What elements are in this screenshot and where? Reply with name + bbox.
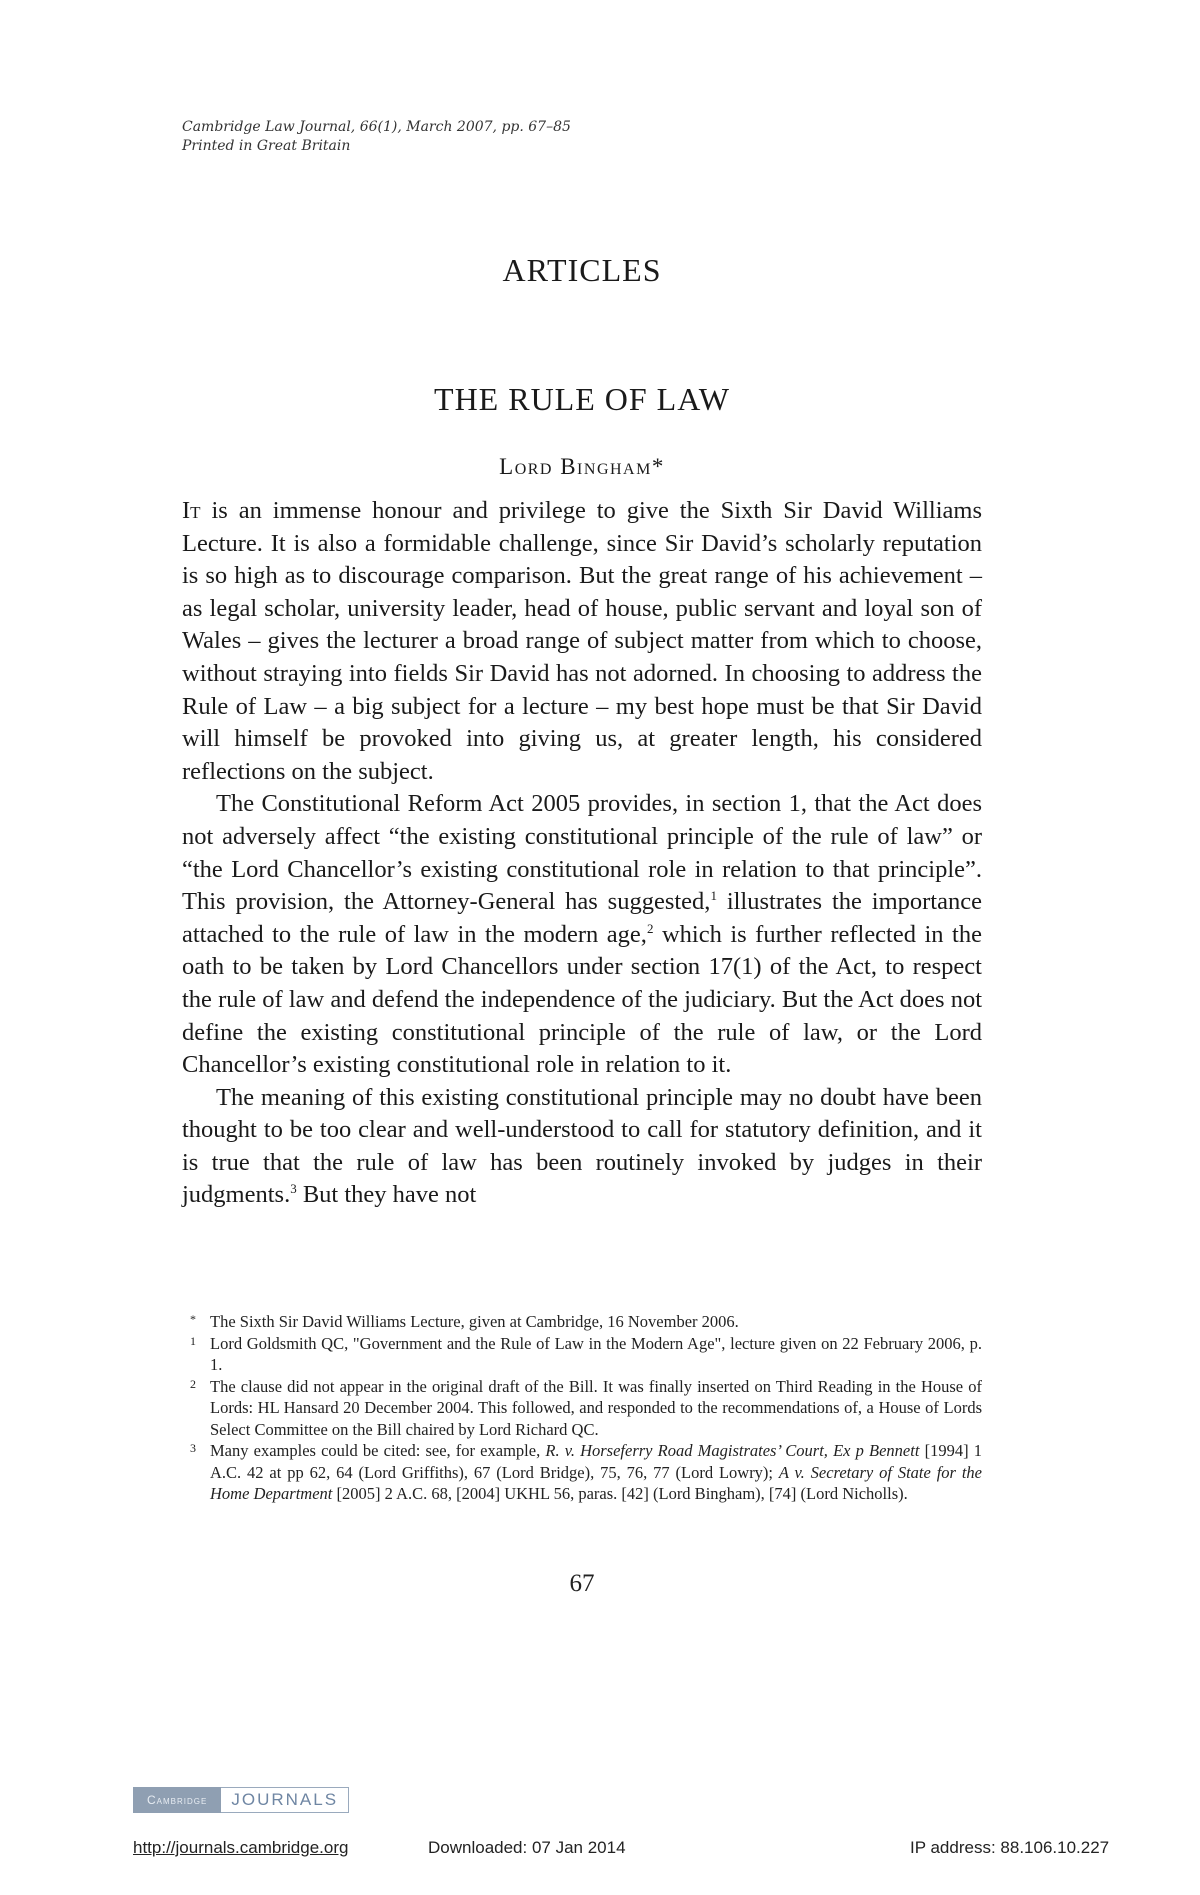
footnote-3-mark: 3 <box>190 1441 196 1455</box>
footnote-ref-3[interactable]: 3 <box>290 1181 297 1197</box>
article-body <box>182 495 982 1212</box>
footnote-ref-2[interactable]: 2 <box>646 920 654 936</box>
journal-citation: Cambridge Law Journal, 66(1), March 2007, pp. 67–85 <box>182 119 571 135</box>
footnote-1 <box>190 1333 982 1376</box>
section-heading: ARTICLES <box>502 252 662 288</box>
footnote-3-case-1: R. v. Horseferry Road Magistrates’ Court, Ex p Bennett <box>545 1441 920 1460</box>
footnote-3 <box>190 1440 982 1505</box>
logo-cambridge: Cambridge <box>133 1787 221 1813</box>
footnote-3-text-c: [2005] 2 A.C. 68, [2004] UKHL 56, paras. [42] (Lord Bingham), [74] (Lord Nicholls). <box>332 1484 908 1503</box>
footnote-ref-1[interactable]: 1 <box>710 887 717 903</box>
paragraph-2-text-a: The Constitutional Reform Act 2005 provides, in section 1, that the Act does not adversely affect “the existing constitutional principle of the rule of law” or “the Lord Chancellor’s existing constitutional role in relation to that principle”. This provision, the Attorney-General has suggested, <box>182 790 982 916</box>
paragraph-3-text-a: The meaning of this existing constitutional principle may no doubt have been thought to be too clear and well-understood to call for statutory definition, and it is true that the rule of law has been routinely invoked by judges in their judgments. <box>182 1083 982 1209</box>
page-number: 67 <box>569 1570 595 1597</box>
cambridge-journals-logo[interactable] <box>133 1787 349 1813</box>
journals-link[interactable]: http://journals.cambridge.org <box>133 1838 349 1857</box>
footnote-1-mark: 1 <box>190 1333 196 1348</box>
paragraph-3 <box>182 1082 982 1212</box>
article-title: THE RULE OF LAW <box>434 381 730 417</box>
ip-address: IP address: 88.106.10.227 <box>910 1838 1110 1857</box>
paragraph-3-text-b: But they have not <box>296 1181 477 1209</box>
paragraph-2-text-c: which is further reflected in the oath to be taken by Lord Chancellors under section 17(1) of the Act, to respect the rule of law and defend the independence of the judiciary. But the Act does not define the existing constitutional principle of the rule of law, or the Lord Chancellor’s existing constitutional role in relation to it. <box>182 920 982 1079</box>
footnotes <box>190 1311 982 1505</box>
footnote-3-text-a: Many examples could be cited: see, for example, <box>210 1441 546 1460</box>
footnote-3-case-2: A v. Secretary of State for the Home Department <box>210 1462 982 1503</box>
logo-journals: JOURNALS <box>221 1787 349 1813</box>
footnote-3-text-b: [1994] 1 A.C. 42 at pp 62, 64 (Lord Griffiths), 67 (Lord Bridge), 75, 76, 77 (Lord Lowry); <box>210 1441 982 1482</box>
paragraph-2-text-b: illustrates the importance attached to the rule of law in the modern age, <box>182 888 982 948</box>
paragraph-2 <box>182 788 982 1081</box>
footnote-2-mark: 2 <box>190 1376 196 1391</box>
footnote-2-text: The clause did not appear in the original draft of the Bill. It was finally inserted on Third Reading in the House of Lords: HL Hansard 20 December 2004. This followed, and responded to the recommendations of, a House of Lords Select Committee on the Bill chaired by Lord Richard QC. <box>210 1376 982 1439</box>
journal-header <box>182 118 571 156</box>
footnote-star-mark: * <box>190 1312 196 1326</box>
article-author: Lord Bingham* <box>499 454 665 479</box>
paragraph-1-text: is an immense honour and privilege to give the Sixth Sir David Williams Lecture. It is also a formidable challenge, since Sir David’s scholarly reputation is so high as to discourage comparison. But the great range of his achievement – as legal scholar, university leader, head of house, public servant and loyal son of Wales – gives the lecturer a broad range of subject matter from which to choose, without straying into fields Sir David has not adorned. In choosing to address the Rule of Law – a big subject for a lecture – my best hope must be that Sir David will himself be provoked into giving us, at greater length, his considered reflections on the subject. <box>182 497 982 785</box>
paragraph-1-lead: It <box>182 497 201 524</box>
paragraph-1 <box>182 495 982 788</box>
footnote-star <box>190 1311 982 1333</box>
download-date: Downloaded: 07 Jan 2014 <box>428 1838 626 1857</box>
footnote-star-text: The Sixth Sir David Williams Lecture, given at Cambridge, 16 November 2006. <box>210 1312 739 1331</box>
footnote-2 <box>190 1376 982 1441</box>
printed-in-note: Printed in Great Britain <box>182 138 351 154</box>
footnote-1-text: Lord Goldsmith QC, "Government and the Rule of Law in the Modern Age", lecture given on 22 February 2006, p. 1. <box>210 1333 982 1374</box>
